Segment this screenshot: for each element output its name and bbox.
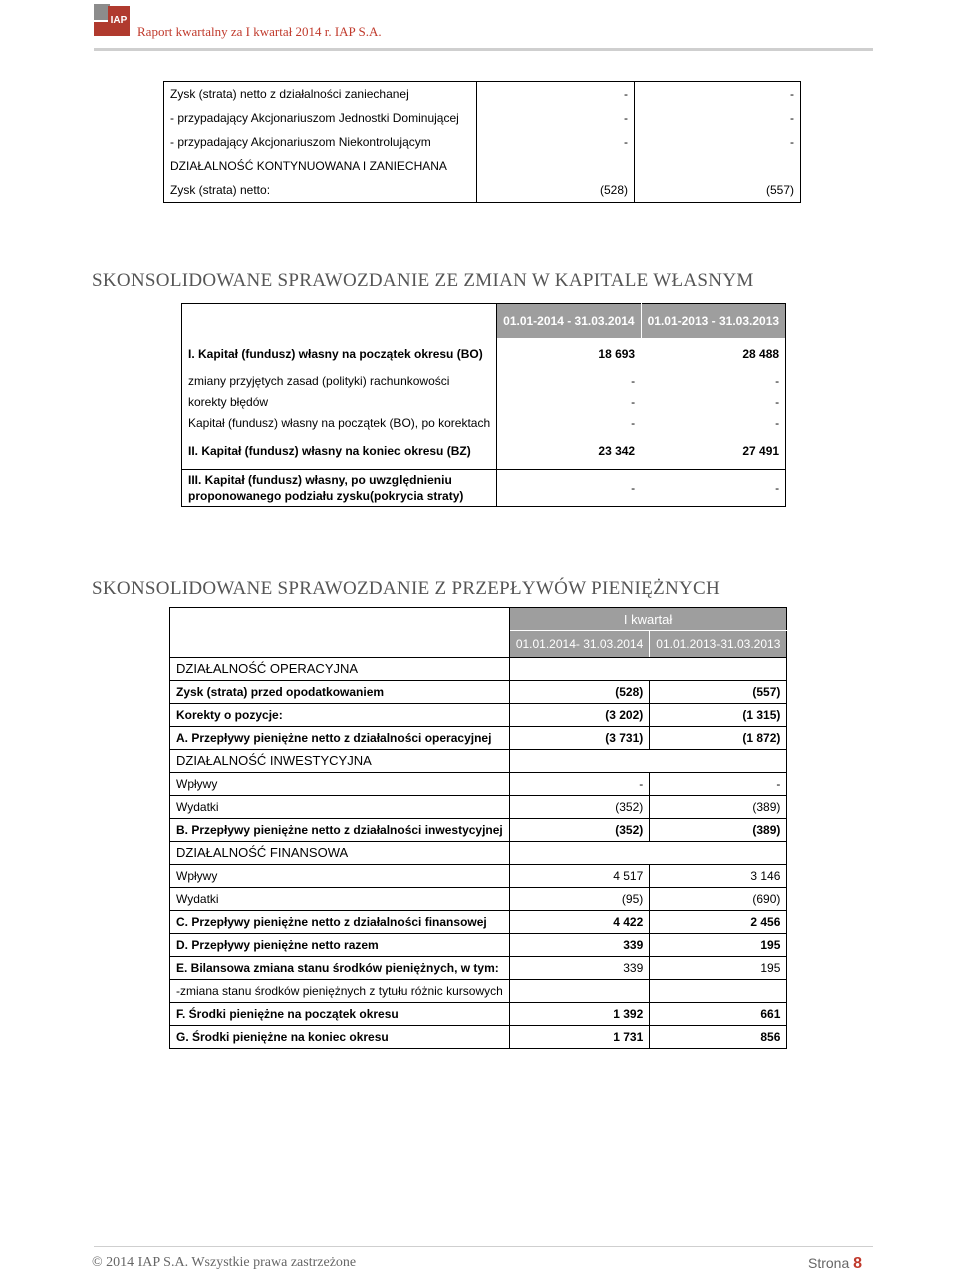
value-2014: - xyxy=(509,772,649,795)
value-2013: (389) xyxy=(650,818,787,841)
value-2013: - xyxy=(790,111,794,125)
row-label: Wpływy xyxy=(170,864,510,887)
table-row xyxy=(170,864,787,887)
table-row xyxy=(170,726,787,749)
table-header-row xyxy=(170,631,787,658)
row-label: zmiany przyjętych zasad (polityki) rachunkowości xyxy=(182,370,497,391)
row-label: F. Środki pieniężne na początek okresu xyxy=(170,1002,510,1025)
value-2014: - xyxy=(477,130,635,154)
row-label: E. Bilansowa zmiana stanu środków pieniężnych, w tym: xyxy=(170,956,510,979)
table-row xyxy=(170,772,787,795)
report-title: Raport kwartalny za I kwartał 2014 r. IAP S.A. xyxy=(137,24,382,39)
value-2013: 27 491 xyxy=(742,444,780,458)
row-label: Zysk (strata) netto: xyxy=(164,178,477,203)
row-label: B. Przepływy pieniężne netto z działalności inwestycyjnej xyxy=(170,818,510,841)
table-header-row xyxy=(170,608,787,631)
row-label: Wpływy xyxy=(170,772,510,795)
value-2013 xyxy=(650,841,787,864)
value-2013: (557) xyxy=(765,183,794,197)
table-row xyxy=(164,82,801,107)
label-line-1: III. Kapitał (fundusz) własny, po uwzględnieniu xyxy=(188,473,452,487)
table-row xyxy=(170,956,787,979)
table-row xyxy=(170,657,787,680)
row-label: G. Środki pieniężne na koniec okresu xyxy=(170,1025,510,1048)
value-2014: (528) xyxy=(509,680,649,703)
row-label: D. Przepływy pieniężne netto razem xyxy=(170,933,510,956)
value-2014 xyxy=(509,657,649,680)
value-2013: 28 488 xyxy=(742,347,780,361)
copyright-notice: © 2014 IAP S.A. Wszystkie prawa zastrzeżone xyxy=(92,1255,357,1270)
value-2013: 661 xyxy=(650,1002,787,1025)
company-logo xyxy=(94,4,130,36)
period-2013-header: 01.01.2013-31.03.2013 xyxy=(650,631,787,658)
value-2014: 339 xyxy=(509,933,649,956)
value-2013: (1 872) xyxy=(650,726,787,749)
value-2013: - xyxy=(790,135,794,149)
row-label: A. Przepływy pieniężne netto z działalności operacyjnej xyxy=(170,726,510,749)
row-label: Zysk (strata) netto z działalności zaniechanej xyxy=(164,82,477,107)
page-number-value: 8 xyxy=(853,1255,863,1272)
table-row xyxy=(170,910,787,933)
table-row xyxy=(182,338,786,370)
table-row xyxy=(170,933,787,956)
value-2014: - xyxy=(631,373,636,388)
value-2014: - xyxy=(477,82,635,107)
table-row xyxy=(170,795,787,818)
table-row xyxy=(170,841,787,864)
row-label: C. Przepływy pieniężne netto z działalności finansowej xyxy=(170,910,510,933)
value-2014: 23 342 xyxy=(598,444,636,458)
row-label xyxy=(182,470,497,507)
value-2013: (557) xyxy=(650,680,787,703)
value-2013: 3 146 xyxy=(650,864,787,887)
row-label: Kapitał (fundusz) własny na początek (BO), po korektach xyxy=(182,412,497,433)
period-2014-header: 01.01.2014- 31.03.2014 xyxy=(509,631,649,658)
value-2014: (3 731) xyxy=(509,726,649,749)
table-row xyxy=(182,370,786,391)
value-2013: - xyxy=(650,772,787,795)
value-2013 xyxy=(650,749,787,772)
period-2013-header: 01.01-2013 - 31.03.2013 xyxy=(641,304,785,339)
row-label: DZIAŁALNOŚĆ INWESTYCYJNA xyxy=(170,749,510,772)
footer-divider xyxy=(94,1246,873,1247)
value-2013 xyxy=(635,154,801,178)
table-row xyxy=(170,818,787,841)
row-label: Wydatki xyxy=(170,795,510,818)
value-2013 xyxy=(650,979,787,1002)
value-2014: (352) xyxy=(509,795,649,818)
value-2014: - xyxy=(631,415,636,430)
row-label: Zysk (strata) przed opodatkowaniem xyxy=(170,680,510,703)
value-2014: (528) xyxy=(477,178,635,203)
value-2014 xyxy=(509,979,649,1002)
value-2013: - xyxy=(775,394,780,409)
cashflow-table xyxy=(169,607,787,1049)
value-2014: - xyxy=(497,470,641,507)
value-2014: - xyxy=(477,106,635,130)
table-row xyxy=(170,887,787,910)
value-2013: 195 xyxy=(650,933,787,956)
quarter-header: I kwartał xyxy=(509,608,787,631)
value-2014: 339 xyxy=(509,956,649,979)
value-2014 xyxy=(509,841,649,864)
table-header-row xyxy=(182,304,786,339)
row-label: Korekty o pozycje: xyxy=(170,703,510,726)
table-row xyxy=(182,470,786,507)
row-label: DZIAŁALNOŚĆ FINANSOWA xyxy=(170,841,510,864)
value-2014: 4 517 xyxy=(509,864,649,887)
value-2013: 856 xyxy=(650,1025,787,1048)
table-row xyxy=(170,703,787,726)
value-2014: (95) xyxy=(509,887,649,910)
page-label: Strona xyxy=(808,1255,850,1271)
logo-text: IAP xyxy=(108,6,130,36)
table-row xyxy=(170,749,787,772)
value-2014: 1 392 xyxy=(509,1002,649,1025)
discontinued-operations-table xyxy=(163,81,801,203)
page-number xyxy=(808,1255,862,1273)
value-2013: (690) xyxy=(650,887,787,910)
label-line-2: proponowanego podziału zysku(pokrycia straty) xyxy=(188,489,464,503)
table-row xyxy=(182,433,786,470)
table-row xyxy=(170,680,787,703)
table-row xyxy=(164,154,801,178)
value-2013: 195 xyxy=(650,956,787,979)
value-2014: - xyxy=(631,394,636,409)
row-label: -zmiana stanu środków pieniężnych z tytułu różnic kursowych xyxy=(170,979,510,1002)
row-label: II. Kapitał (fundusz) własny na koniec okresu (BZ) xyxy=(182,433,497,470)
value-2013: - xyxy=(775,415,780,430)
value-2014 xyxy=(477,154,635,178)
header-blank xyxy=(182,304,497,339)
value-2013 xyxy=(650,657,787,680)
value-2014: (352) xyxy=(509,818,649,841)
value-2014 xyxy=(509,749,649,772)
equity-changes-table xyxy=(181,303,786,507)
value-2013: 2 456 xyxy=(650,910,787,933)
row-label: Wydatki xyxy=(170,887,510,910)
header-blank xyxy=(170,631,510,658)
equity-section-title: SKONSOLIDOWANE SPRAWOZDANIE ZE ZMIAN W KAPITALE WŁASNYM xyxy=(92,270,754,291)
table-row xyxy=(164,106,801,130)
table-row xyxy=(170,979,787,1002)
row-label: DZIAŁALNOŚĆ OPERACYJNA xyxy=(170,657,510,680)
value-2013: (1 315) xyxy=(650,703,787,726)
row-label: - przypadający Akcjonariuszom Niekontrolującym xyxy=(164,130,477,154)
value-2014: (3 202) xyxy=(509,703,649,726)
row-label: I. Kapitał (fundusz) własny na początek okresu (BO) xyxy=(182,338,497,370)
table-row xyxy=(182,391,786,412)
value-2014: 4 422 xyxy=(509,910,649,933)
table-row xyxy=(170,1025,787,1048)
value-2013: - xyxy=(775,373,780,388)
header-blank xyxy=(170,608,510,631)
value-2014: 1 731 xyxy=(509,1025,649,1048)
value-2014: 18 693 xyxy=(598,347,636,361)
row-label: - przypadający Akcjonariuszom Jednostki Dominującej xyxy=(164,106,477,130)
row-label: DZIAŁALNOŚĆ KONTYNUOWANA I ZANIECHANA xyxy=(164,154,477,178)
table-row xyxy=(182,412,786,433)
cashflow-section-title: SKONSOLIDOWANE SPRAWOZDANIE Z PRZEPŁYWÓW PIENIĘŻNYCH xyxy=(92,578,721,599)
row-label: korekty błędów xyxy=(182,391,497,412)
table-row xyxy=(164,178,801,203)
table-row xyxy=(170,1002,787,1025)
table-row xyxy=(164,130,801,154)
value-2013: - xyxy=(641,470,785,507)
header-divider xyxy=(94,48,873,51)
period-2014-header: 01.01-2014 - 31.03.2014 xyxy=(497,304,641,339)
value-2013: - xyxy=(790,87,794,101)
value-2013: (389) xyxy=(650,795,787,818)
